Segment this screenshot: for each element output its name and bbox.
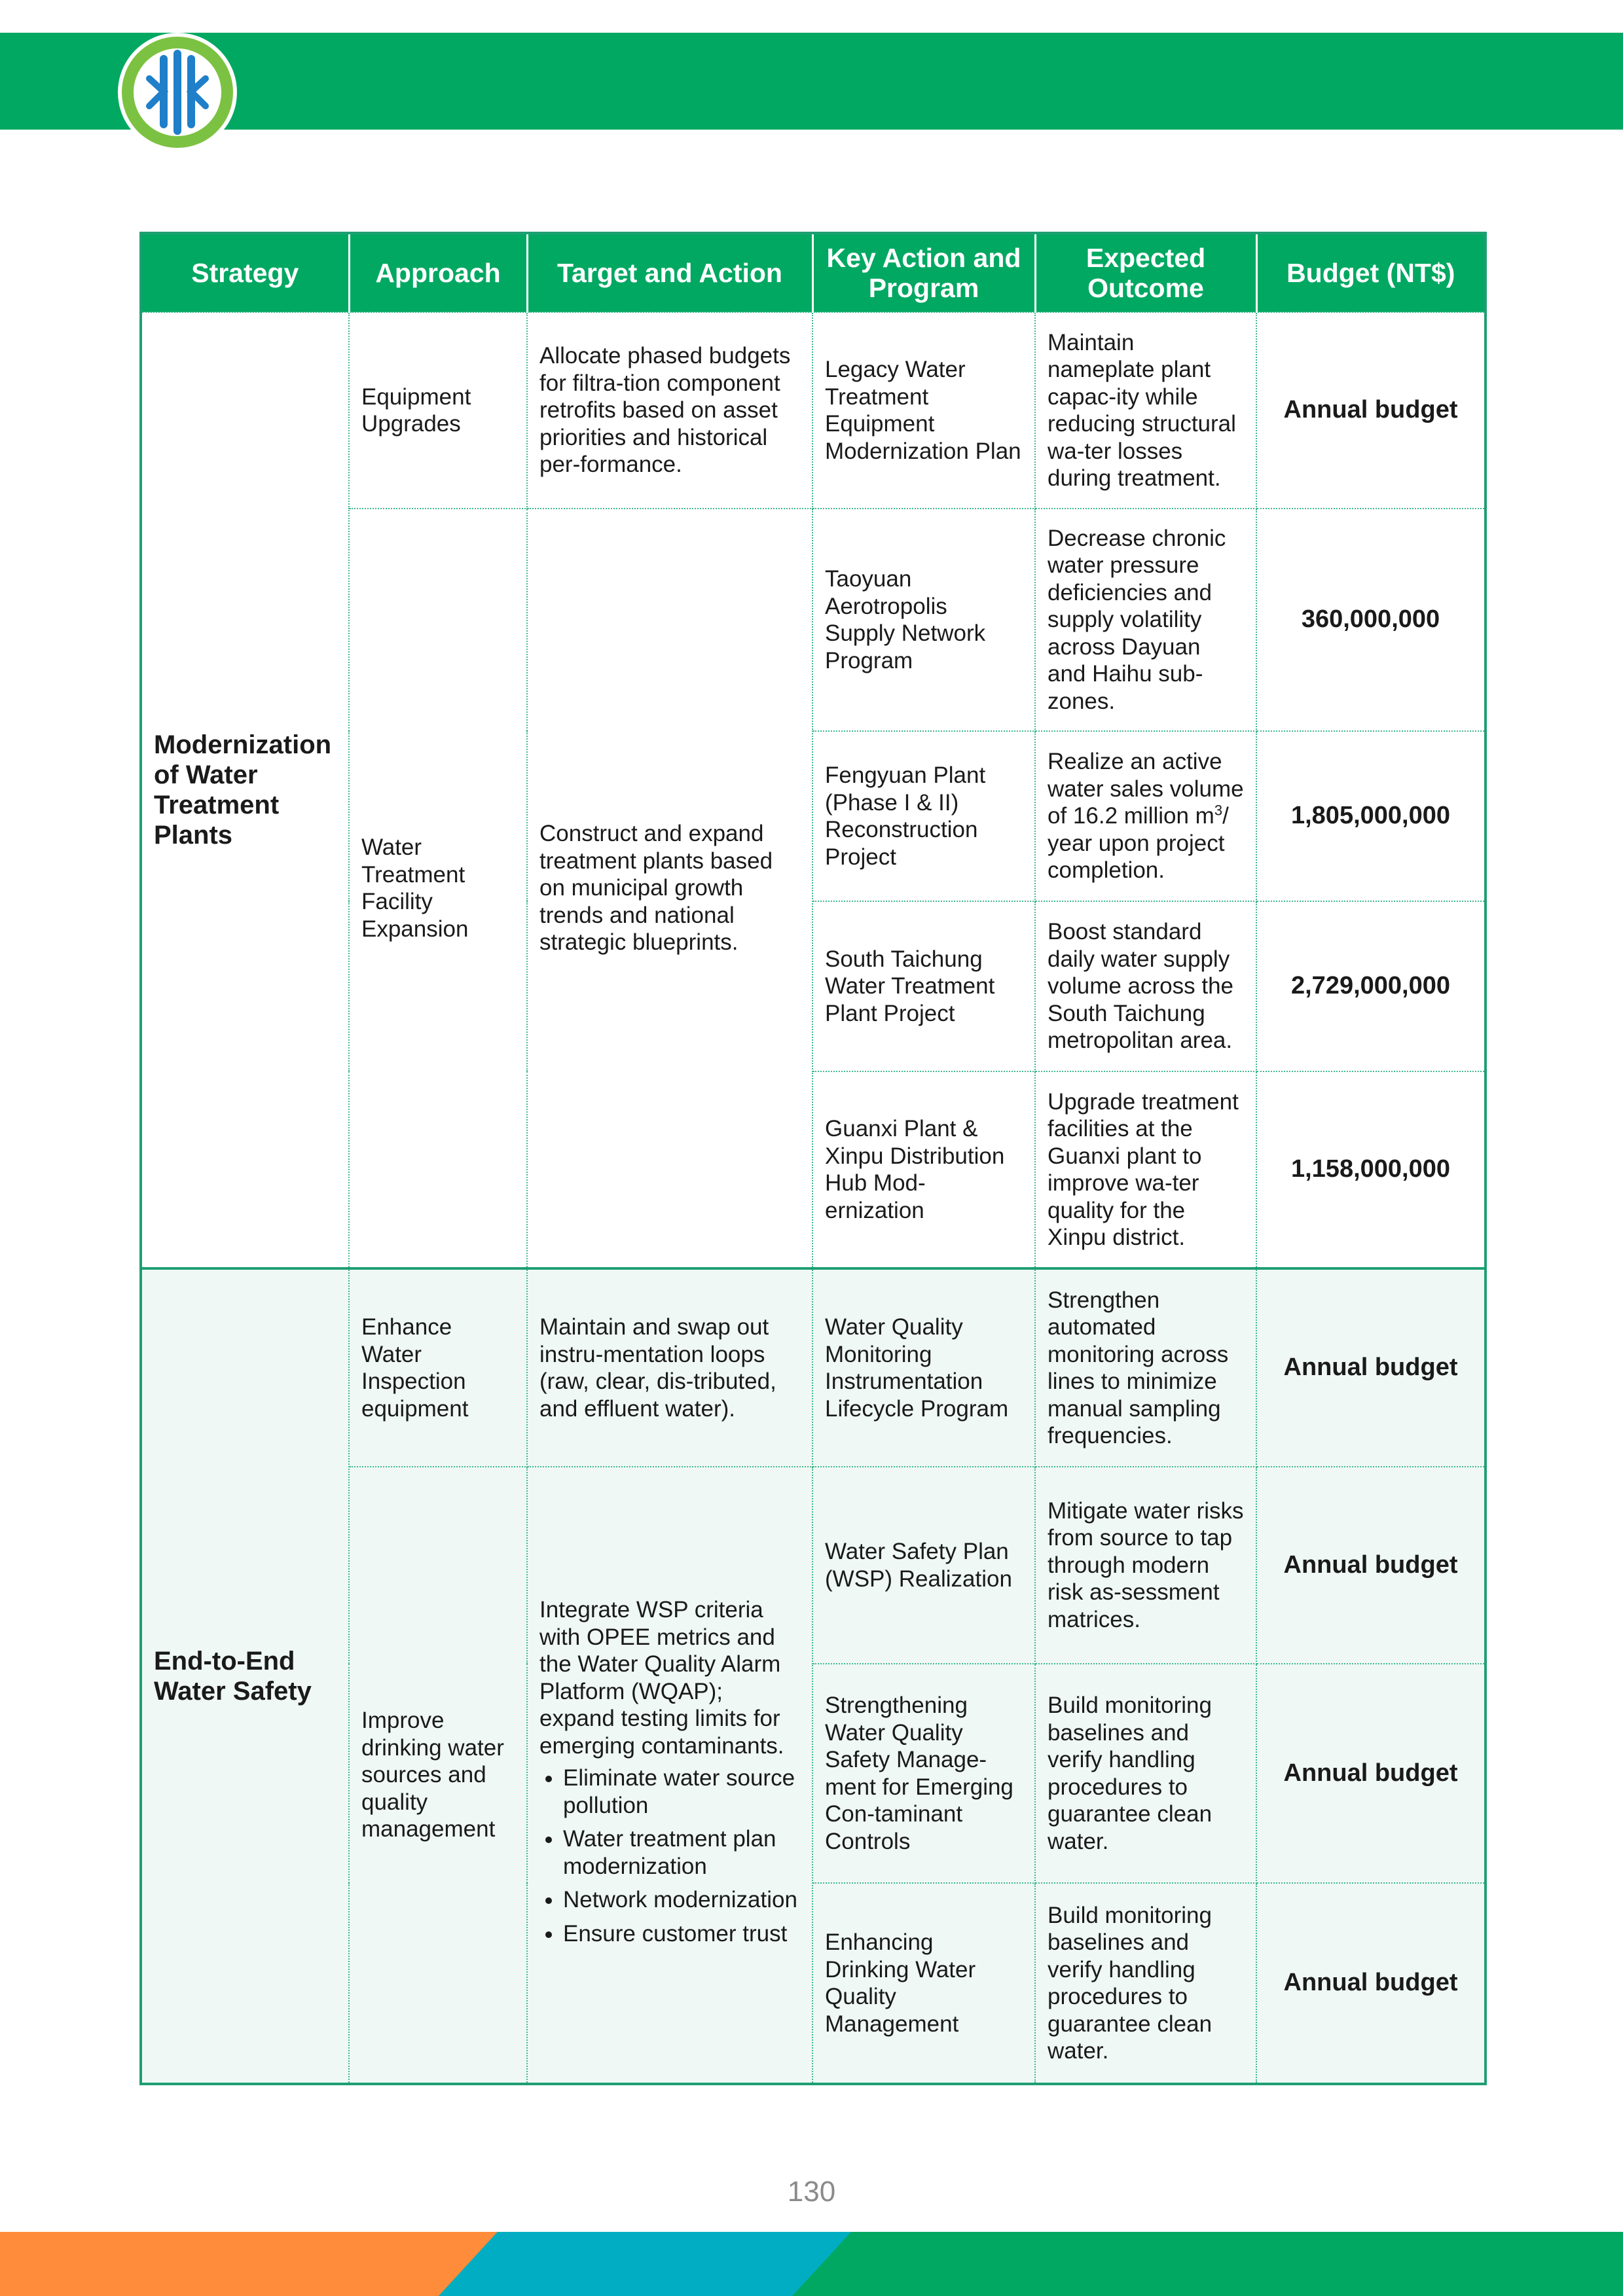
outcome-cell: Strengthen automated monitoring across lines to minimize manual sampling frequencies. — [1035, 1268, 1256, 1467]
budget-cell: Annual budget — [1256, 312, 1486, 509]
list-item: • Eliminate water source pollution — [563, 1765, 800, 1819]
target-cell: Allocate phased budgets for filtra-tion component retrofits based on asset priorities and historical per-formance. — [527, 312, 812, 509]
program-cell: Water Quality Monitoring Instrumentation Lifecycle Program — [812, 1268, 1035, 1467]
table-row — [141, 312, 1486, 509]
header-key-action: Key Action and Program — [812, 233, 1035, 312]
budget-cell: Annual budget — [1256, 1664, 1486, 1883]
approach-cell: Equipment Upgrades — [349, 312, 527, 509]
target-bullet-list — [539, 1765, 800, 1947]
outcome-cell: Build monitoring baselines and verify handling procedures to guarantee clean water. — [1035, 1883, 1256, 2084]
program-cell: South Taichung Water Treatment Plant Project — [812, 901, 1035, 1071]
target-cell: Construct and expand treatment plants based on municipal growth trends and national strategic blueprints. — [527, 509, 812, 1268]
header-band — [0, 33, 1623, 130]
footer-band — [0, 2232, 1623, 2296]
strategy-cell: Modernization of Water Treatment Plants — [141, 312, 349, 1268]
budget-cell: 1,158,000,000 — [1256, 1071, 1486, 1268]
outcome-cell: Maintain nameplate plant capac-ity while reducing structural wa-ter losses during treatment. — [1035, 312, 1256, 509]
approach-cell: Enhance Water Inspection equipment — [349, 1268, 527, 1467]
strategy-table — [139, 232, 1487, 2085]
outcome-text-end: / year upon project completion. — [1048, 803, 1229, 884]
approach-cell: Improve drinking water sources and quality management — [349, 1467, 527, 2084]
outcome-cell: Boost standard daily water supply volume across the South Taichung metropolitan area. — [1035, 901, 1256, 1071]
program-cell: Water Safety Plan (WSP) Realization — [812, 1467, 1035, 1664]
budget-cell: Annual budget — [1256, 1467, 1486, 1664]
header-expected-outcome: Expected Outcome — [1035, 233, 1256, 312]
page-number: 130 — [787, 2176, 836, 2208]
table-header-row — [141, 233, 1486, 312]
budget-cell: Annual budget — [1256, 1883, 1486, 2084]
header-budget: Budget (NT$) — [1256, 233, 1486, 312]
outcome-cell: Decrease chronic water pressure deficiencies and supply volatility across Dayuan and Haihu sub-zones. — [1035, 509, 1256, 731]
section-water-safety — [141, 1268, 1486, 2084]
target-text: Integrate WSP criteria with OPEE metrics and the Water Quality Alarm Platform (WQAP); expand testing limits for emerging contaminants. — [539, 1597, 784, 1759]
program-cell: Fengyuan Plant (Phase I & II) Reconstruction Project — [812, 731, 1035, 901]
strategy-table-container — [139, 232, 1484, 2085]
program-cell: Enhancing Drinking Water Quality Management — [812, 1883, 1035, 2084]
outcome-cell: Build monitoring baselines and verify handling procedures to guarantee clean water. — [1035, 1664, 1256, 1883]
outcome-cell: Mitigate water risks from source to tap through modern risk as-sessment matrices. — [1035, 1467, 1256, 1664]
budget-cell: 2,729,000,000 — [1256, 901, 1486, 1071]
target-cell — [527, 1467, 812, 2084]
budget-cell: Annual budget — [1256, 1268, 1486, 1467]
list-item: • Network modernization — [563, 1886, 800, 1914]
header-target-action: Target and Action — [527, 233, 812, 312]
program-cell: Strengthening Water Quality Safety Manage-ment for Emerging Con-taminant Controls — [812, 1664, 1035, 1883]
budget-cell: 1,805,000,000 — [1256, 731, 1486, 901]
water-utility-logo-icon — [118, 33, 237, 152]
program-cell: Legacy Water Treatment Equipment Modernization Plan — [812, 312, 1035, 509]
header-approach: Approach — [349, 233, 527, 312]
program-cell: Guanxi Plant & Xinpu Distribution Hub Mod-ernization — [812, 1071, 1035, 1268]
table-row — [141, 1268, 1486, 1467]
outcome-cell — [1035, 731, 1256, 901]
list-item: • Water treatment plan modernization — [563, 1825, 800, 1880]
budget-cell: 360,000,000 — [1256, 509, 1486, 731]
target-cell: Maintain and swap out instru-mentation loops (raw, clear, dis-tributed, and effluent water). — [527, 1268, 812, 1467]
list-item: • Ensure customer trust — [563, 1920, 800, 1948]
program-cell: Taoyuan Aerotropolis Supply Network Program — [812, 509, 1035, 731]
strategy-cell: End-to-End Water Safety — [141, 1268, 349, 2084]
header-strategy: Strategy — [141, 233, 349, 312]
outcome-text: Realize an active water sales volume of 16.2 million m — [1048, 749, 1244, 829]
superscript: 3 — [1214, 802, 1223, 819]
section-modernization — [141, 312, 1486, 1268]
approach-cell: Water Treatment Facility Expansion — [349, 509, 527, 1268]
outcome-cell: Upgrade treatment facilities at the Guanxi plant to improve wa-ter quality for the Xinpu district. — [1035, 1071, 1256, 1268]
